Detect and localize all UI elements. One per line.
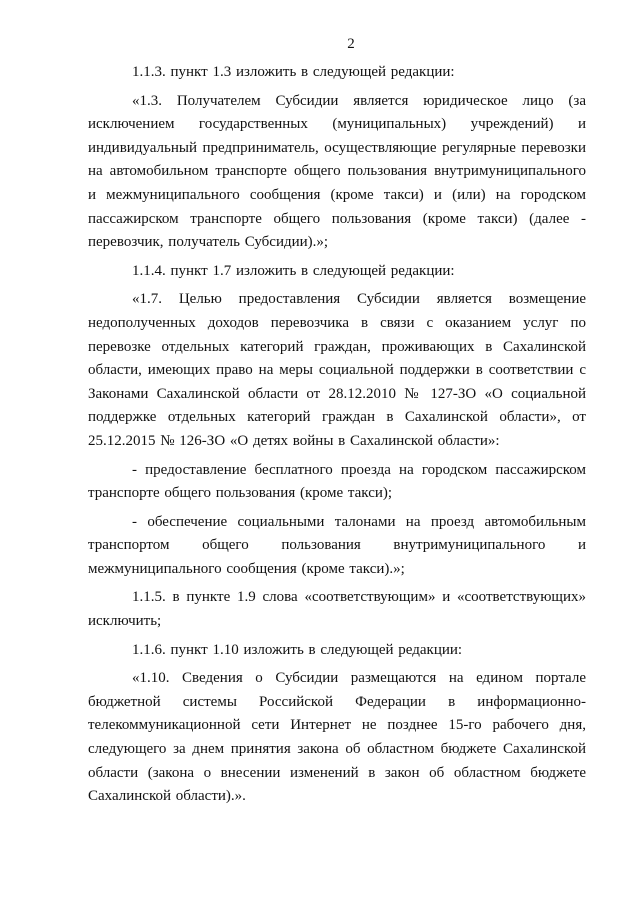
paragraph-1-1-5: 1.1.5. в пункте 1.9 слова «соответствующим» и «соответствующих» исключить; (88, 589, 586, 630)
paragraph-point-1-3: «1.3. Получателем Субсидии является юридическое лицо (за исключением государственных (муниципальных) учреждений) и индивидуальный предприниматель, осуществляющие регулярные перевозки на автомобильном транспорте общего пользования внутримуниципального и межмуниципального сообщения (кроме такси) и (или) на городском пассажирском транспорте общего пользования (кроме такси) (далее - перевозчик, получатель Субсидии).»; (88, 92, 586, 251)
paragraph-1-1-3: 1.1.3. пункт 1.3 изложить в следующей редакции: (132, 64, 455, 80)
paragraph-1-1-4: 1.1.4. пункт 1.7 изложить в следующей редакции: (132, 262, 455, 279)
paragraph-list-item-social-coupons: - обеспечение социальными талонами на проезд автомобильным транспортом общего пользования внутримуниципального и межмуниципального сообщения (кроме такси).»; (88, 513, 586, 577)
paragraph-list-item-free-travel: - предоставление бесплатного проезда на городском пассажирском транспорте общего пользования (кроме такси); (88, 461, 586, 502)
paragraph-point-1-7: «1.7. Целью предоставления Субсидии является возмещение недополученных доходов перевозчика в связи с оказанием услуг по перевозке отдельных категорий граждан, проживающих в Сахалинской области, имеющих право на меры социальной поддержки в соответствии с Законами Сахалинской области от 28.12.2010 № 127-ЗО «О социальной поддержке отдельных категорий граждан в Сахалинской области», от 25.12.2015 № 126-ЗО «О детях войны в Сахалинской области»: (88, 291, 586, 449)
page-number: 2 (347, 36, 355, 52)
paragraph-point-1-10: «1.10. Сведения о Субсидии размещаются на едином портале бюджетной системы Российской Федерации в информационно-телекоммуникационной сети Интернет не позднее 15-го рабочего дня, следующего за днем принятия закона об областном бюджете Сахалинской области (закона о внесении изменений в закон об областном бюджете Сахалинской области).». (88, 670, 586, 805)
paragraph-1-1-6: 1.1.6. пункт 1.10 изложить в следующей редакции: (132, 641, 463, 658)
